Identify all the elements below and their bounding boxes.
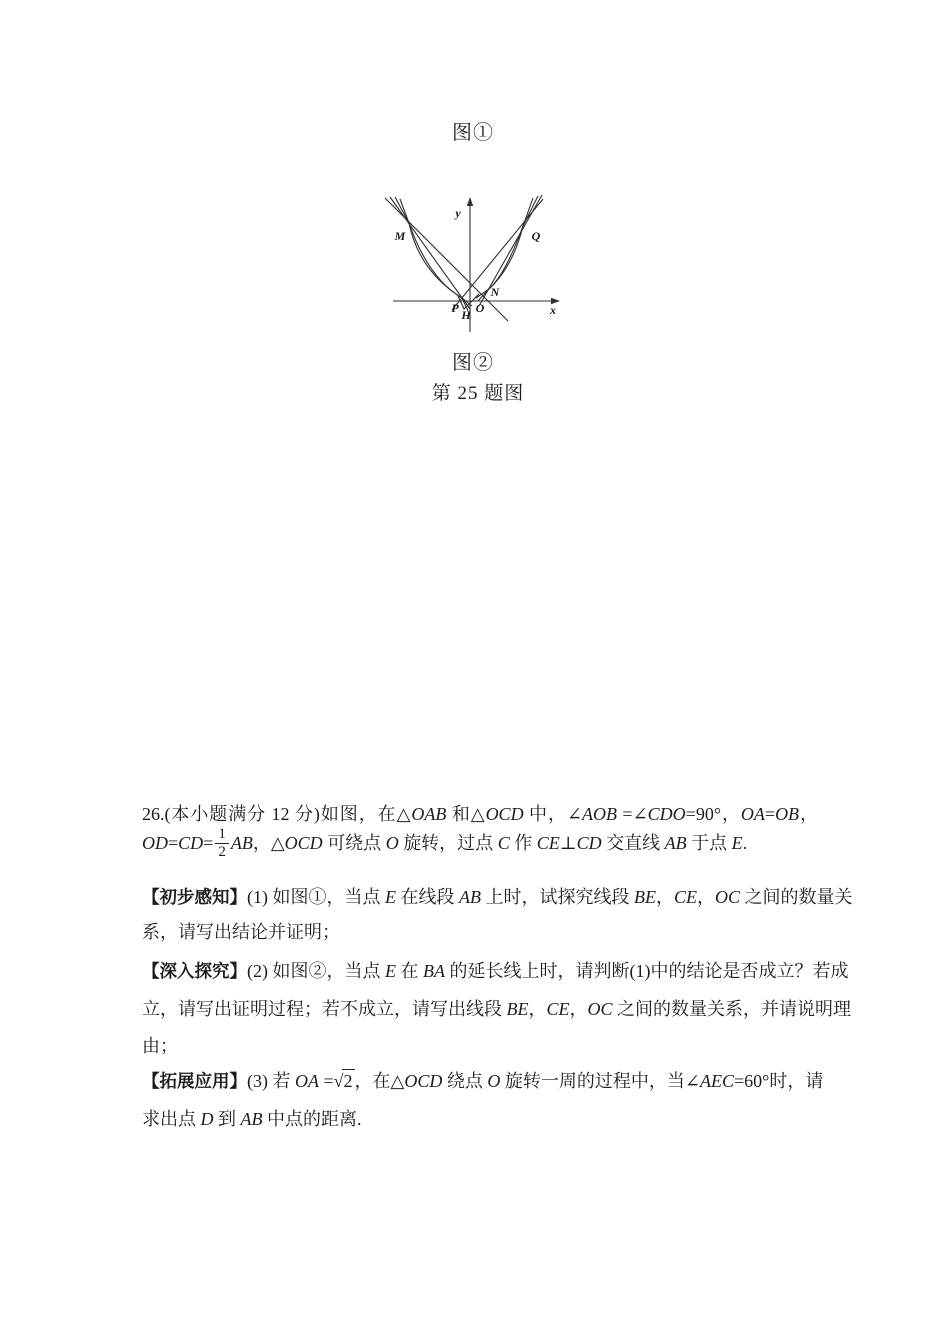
curve-M-P-inner xyxy=(400,199,472,306)
square-root: √2 xyxy=(333,1071,353,1091)
label-point-M: M xyxy=(394,229,406,243)
problem-line-8: 【拓展应用】(3) 若 OA =√2 ，在△OCD 绕点 O 旋转一周的过程中，当∠AEC=60°时，请 xyxy=(142,1071,824,1091)
problem-line-6: 立，请写出证明过程；若不成立，请写出线段 BE，CE，OC 之间的数量关系，并请说明理 xyxy=(142,999,852,1019)
y-axis-arrow-icon xyxy=(467,197,473,206)
label-point-N: N xyxy=(490,285,500,299)
problem-line-7: 由； xyxy=(142,1036,178,1056)
problem-line-4: 系，请写出结论并证明； xyxy=(142,922,340,942)
problem-line-3: 【初步感知】(1) 如图①，当点 E 在线段 AB 上时，试探究线段 BE，CE，OC 之间的数量关 xyxy=(142,887,853,907)
curve-Q-N-inner xyxy=(476,198,533,298)
problem-line-5: 【深入探究】(2) 如图②，当点 E 在 BA 的延长线上时，请判断(1)中的结论是否成立？若成 xyxy=(142,961,849,981)
label-point-Q: Q xyxy=(531,229,541,243)
figure-title: 第 25 题图 xyxy=(431,383,525,404)
curve-Q-N-outer xyxy=(478,196,538,301)
problem-line-9: 求出点 D 到 AB 中点的距离. xyxy=(142,1109,362,1129)
problem-line-1: 26.(本小题满分 12 分)如图，在△OAB 和△OCD 中，∠AOB =∠CDO=90°，OA=OB， xyxy=(142,804,818,824)
label-point-P: P xyxy=(451,301,459,315)
figure-problem25 xyxy=(375,195,570,340)
figure1-caption: 图① xyxy=(452,122,494,144)
problem-line-2: OD=CD= $\frac{1}{2}$ AB，△OCD 可绕点 O 旋转，过点 C 作 CE⊥CD 交直线 AB 于点 E. xyxy=(142,826,748,860)
figure2-caption: 图② xyxy=(452,352,494,374)
label-point-H: H xyxy=(461,308,471,322)
label-x-axis: x xyxy=(550,303,556,317)
fraction: $\frac{1}{2}$ xyxy=(215,826,229,860)
label-point-O: O xyxy=(475,301,485,315)
label-y-axis: y xyxy=(455,206,461,220)
line-M-long xyxy=(385,198,508,321)
